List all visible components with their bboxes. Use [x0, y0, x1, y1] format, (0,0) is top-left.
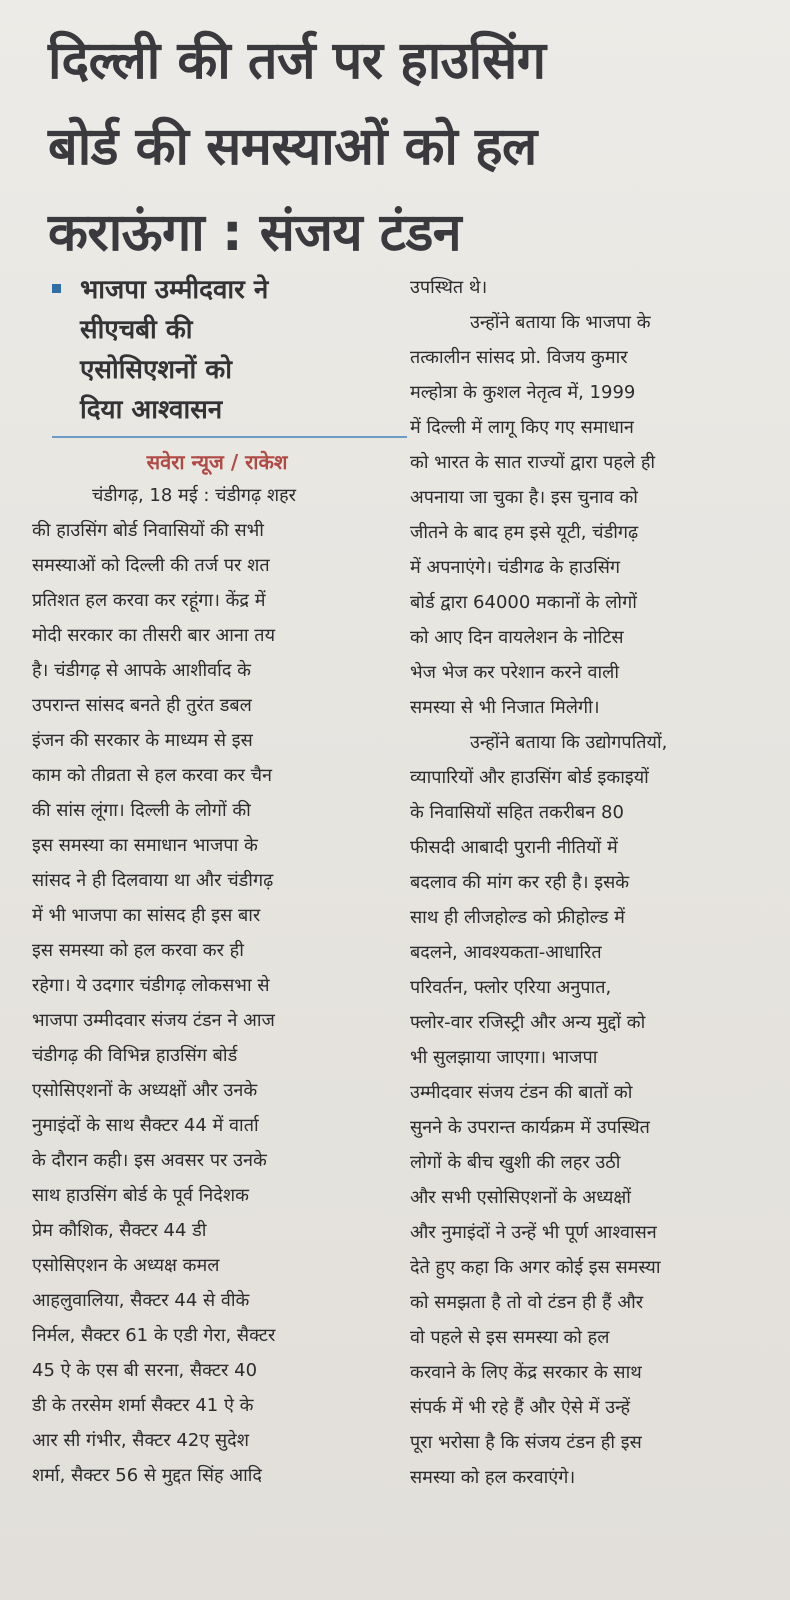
- text-line: साथ ही लीजहोल्ड को फ्रीहोल्ड में: [410, 907, 625, 928]
- text-line: के दौरान कही। इस अवसर पर उनके: [32, 1150, 267, 1171]
- text-line: समस्या को हल करवाएंगे।: [410, 1467, 576, 1488]
- text-line: और सभी एसोसिएशनों के अध्यक्षों: [410, 1187, 631, 1208]
- text-line: चंडीगढ़ की विभिन्न हाउसिंग बोर्ड: [32, 1045, 238, 1066]
- text-line: प्रतिशत हल करवा कर रहूंगा। केंद्र में: [32, 590, 266, 611]
- text-line: एसोसिएशनों के अध्यक्षों और उनके: [32, 1080, 258, 1101]
- text-line: बोर्ड द्वारा 64000 मकानों के लोगों: [410, 592, 637, 613]
- text-line: अपनाया जा चुका है। इस चुनाव को: [410, 487, 638, 508]
- text-line: वो पहले से इस समस्या को हल: [410, 1327, 610, 1348]
- text-line: जीतने के बाद हम इसे यूटी, चंडीगढ़: [410, 522, 639, 543]
- right-column: [410, 270, 775, 1495]
- byline: सवेरा न्यूज / राकेश: [146, 450, 288, 474]
- text-line: निर्मल, सैक्टर 61 के एडी गेरा, सैक्टर: [32, 1325, 276, 1346]
- text-line: समस्या से भी निजात मिलेगी।: [410, 697, 600, 718]
- text-line: उन्होंने बताया कि भाजपा के: [470, 312, 651, 333]
- right-body-text: [410, 270, 775, 1495]
- text-line: में अपनाएंगे। चंडीगढ के हाउसिंग: [410, 557, 621, 578]
- left-column: [32, 270, 402, 1493]
- text-line: भेज भेज कर परेशान करने वाली: [410, 662, 620, 683]
- text-line: भी सुलझाया जाएगा। भाजपा: [410, 1047, 598, 1068]
- text-line: इस समस्या को हल करवा कर ही: [32, 940, 244, 961]
- text-line: साथ हाउसिंग बोर्ड के पूर्व निदेशक: [32, 1185, 249, 1206]
- text-line: व्यापारियों और हाउसिंग बोर्ड इकाइयों: [410, 767, 649, 788]
- bullet-square-icon: [52, 284, 61, 293]
- headline-line: कराऊंगा : संजय टंडन: [48, 203, 462, 263]
- text-line: को आए दिन वायलेशन के नोटिस: [410, 627, 624, 648]
- headline: [48, 18, 778, 276]
- subheadline-line: दिया आश्वासन: [80, 395, 223, 425]
- left-body-text: [32, 478, 402, 1493]
- headline-line: बोर्ड की समस्याओं को हल: [48, 117, 537, 177]
- text-line: इस समस्या का समाधान भाजपा के: [32, 835, 258, 856]
- divider-rule: [52, 436, 407, 438]
- subheadline-line: भाजपा उम्मीदवार ने: [80, 275, 269, 305]
- text-line: रहेगा। ये उदगार चंडीगढ़ लोकसभा से: [32, 975, 270, 996]
- text-line: पूरा भरोसा है कि संजय टंडन ही इस: [410, 1432, 642, 1453]
- headline-line: दिल्ली की तर्ज पर हाउसिंग: [48, 31, 546, 91]
- text-line: उन्होंने बताया कि उद्योगपतियों,: [470, 732, 668, 753]
- text-line: चंडीगढ़, 18 मई : चंडीगढ़ शहर: [92, 485, 297, 506]
- text-line: संपर्क में भी रहे हैं और ऐसे में उन्हें: [410, 1397, 631, 1418]
- text-line: फीसदी आबादी पुरानी नीतियों में: [410, 837, 618, 858]
- text-line: बदलने, आवश्यकता-आधारित: [410, 942, 602, 963]
- text-line: मल्होत्रा के कुशल नेतृत्व में, 1999: [410, 382, 636, 403]
- text-line: लोगों के बीच खुशी की लहर उठी: [410, 1152, 621, 1173]
- text-line: मोदी सरकार का तीसरी बार आना तय: [32, 625, 276, 646]
- text-line: उपरान्त सांसद बनते ही तुरंत डबल: [32, 695, 252, 716]
- text-line: आहलुवालिया, सैक्टर 44 से वीके: [32, 1290, 250, 1311]
- text-line: फ्लोर-वार रजिस्ट्री और अन्य मुद्दों को: [410, 1012, 646, 1033]
- text-line: प्रेम कौशिक, सैक्टर 44 डी: [32, 1220, 207, 1241]
- text-line: काम को तीव्रता से हल करवा कर चैन: [32, 765, 273, 786]
- text-line: है। चंडीगढ़ से आपके आशीर्वाद के: [32, 660, 251, 681]
- text-line: करवाने के लिए केंद्र सरकार के साथ: [410, 1362, 642, 1383]
- text-line: भाजपा उम्मीदवार संजय टंडन ने आज: [32, 1010, 275, 1031]
- text-line: में दिल्ली में लागू किए गए समाधान: [410, 417, 634, 438]
- text-line: नुमाइंदों के साथ सैक्टर 44 में वार्ता: [32, 1115, 259, 1136]
- text-line: एसोसिएशन के अध्यक्ष कमल: [32, 1255, 220, 1276]
- text-line: की सांस लूंगा। दिल्ली के लोगों की: [32, 800, 251, 821]
- text-line: समस्याओं को दिल्ली की तर्ज पर शत: [32, 555, 270, 576]
- text-line: उम्मीदवार संजय टंडन की बातों को: [410, 1082, 633, 1103]
- text-line: देते हुए कहा कि अगर कोई इस समस्या: [410, 1257, 661, 1278]
- subheadline-line: एसोसिएशनों को: [80, 355, 232, 385]
- text-line: और नुमाइंदों ने उन्हें भी पूर्ण आश्वासन: [410, 1222, 657, 1243]
- text-line: को समझता है तो वो टंडन ही हैं और: [410, 1292, 644, 1313]
- text-line: परिवर्तन, फ्लोर एरिया अनुपात,: [410, 977, 612, 998]
- text-line: इंजन की सरकार के माध्यम से इस: [32, 730, 253, 751]
- text-line: सुनने के उपरान्त कार्यक्रम में उपस्थित: [410, 1117, 650, 1138]
- text-line: उपस्थित थे।: [410, 277, 488, 298]
- text-line: शर्मा, सैक्टर 56 से मुद्दत सिंह आदि: [32, 1465, 262, 1486]
- text-line: की हाउसिंग बोर्ड निवासियों की सभी: [32, 520, 264, 541]
- text-line: बदलाव की मांग कर रही है। इसके: [410, 872, 630, 893]
- text-line: में भी भाजपा का सांसद ही इस बार: [32, 905, 261, 926]
- text-line: के निवासियों सहित तकरीबन 80: [410, 802, 624, 823]
- text-line: 45 ऐ के एस बी सरना, सैक्टर 40: [32, 1360, 258, 1381]
- subheadline: [32, 270, 402, 430]
- text-line: तत्कालीन सांसद प्रो. विजय कुमार: [410, 347, 628, 368]
- text-line: सांसद ने ही दिलवाया था और चंडीगढ़: [32, 870, 274, 891]
- subheadline-line: सीएचबी की: [80, 315, 193, 345]
- text-line: डी के तरसेम शर्मा सैक्टर 41 ऐ के: [32, 1395, 254, 1416]
- text-line: आर सी गंभीर, सैक्टर 42ए सुदेश: [32, 1430, 249, 1451]
- text-line: को भारत के सात राज्यों द्वारा पहले ही: [410, 452, 656, 473]
